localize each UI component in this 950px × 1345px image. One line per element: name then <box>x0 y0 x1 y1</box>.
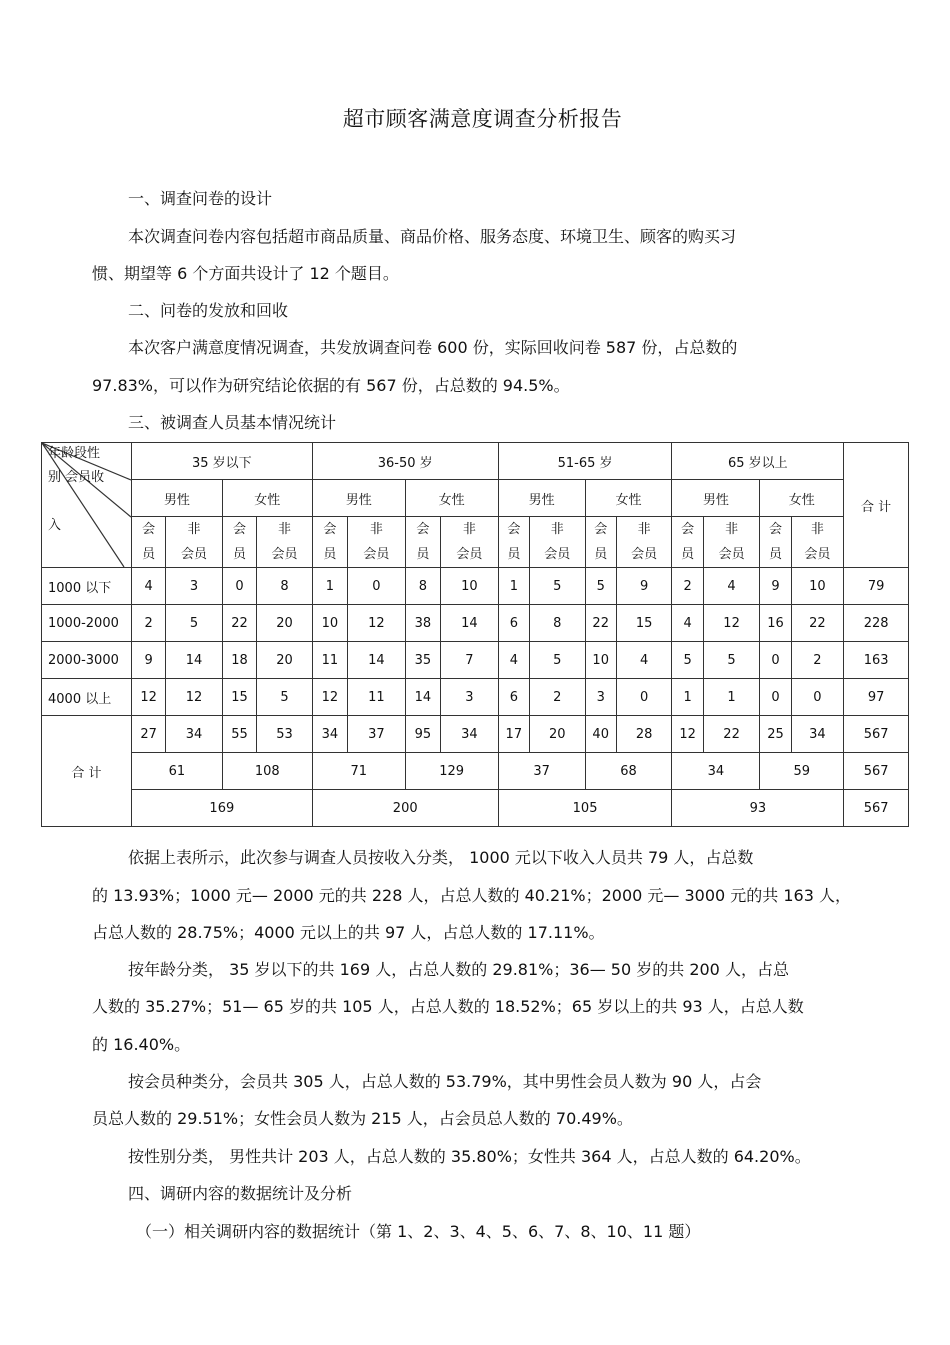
table-cell: 11 <box>348 679 406 716</box>
table-cell: 10 <box>791 568 844 605</box>
table-cell: 9 <box>760 568 791 605</box>
total-cell: 53 <box>257 716 313 753</box>
age-total-cell: 93 <box>672 790 844 827</box>
nonmember-header <box>166 517 223 568</box>
table-cell: 20 <box>257 642 313 679</box>
age-group-header: 65 岁以上 <box>672 443 844 480</box>
corner-label-line2: 别 会员收 <box>48 470 105 485</box>
table-cell: 16 <box>760 605 791 642</box>
table-row <box>42 605 909 642</box>
gender-total-cell: 34 <box>672 753 760 790</box>
income-row-label: 4000 以上 <box>42 679 132 716</box>
analysis-member-line-2: 员总人数的 29.51%；女性会员人数为 215 人，占会员总人数的 70.49%。 <box>92 1109 633 1128</box>
total-cell: 34 <box>312 716 347 753</box>
gender-header-male: 男性 <box>672 480 760 517</box>
table-cell: 8 <box>405 568 440 605</box>
section2-line-2: 97.83%，可以作为研究结论依据的有 567 份，占总数的 94.5%。 <box>92 376 570 395</box>
gender-total-cell: 71 <box>312 753 405 790</box>
age-group-header: 35 岁以下 <box>131 443 312 480</box>
table-cell: 12 <box>166 679 223 716</box>
member-header-bottom: 员 <box>769 547 783 562</box>
member-header-top: 会 <box>416 522 430 537</box>
member-header-top: 会 <box>594 522 608 537</box>
table-cell: 4 <box>498 642 529 679</box>
member-header-bottom: 员 <box>416 547 430 562</box>
member-header <box>312 517 347 568</box>
member-header-top: 会 <box>681 522 695 537</box>
table-cell: 2 <box>131 605 165 642</box>
gender-total-cell: 108 <box>222 753 312 790</box>
row-total-cell: 163 <box>844 642 909 679</box>
table-cell: 14 <box>405 679 440 716</box>
table-cell: 6 <box>498 679 529 716</box>
table-cell: 18 <box>222 642 256 679</box>
section2-heading: 二、问卷的发放和回收 <box>128 301 289 320</box>
table-cell: 10 <box>585 642 616 679</box>
table-cell: 9 <box>616 568 672 605</box>
member-header-bottom: 员 <box>507 547 521 562</box>
table-cell: 22 <box>585 605 616 642</box>
table-cell: 4 <box>703 568 760 605</box>
row-total-cell: 228 <box>844 605 909 642</box>
total-cell: 17 <box>498 716 529 753</box>
member-header <box>672 517 703 568</box>
member-header-bottom: 员 <box>681 547 695 562</box>
member-header-bottom: 员 <box>142 547 156 562</box>
nonmember-header-bottom: 会员 <box>804 547 831 562</box>
table-cell: 7 <box>441 642 499 679</box>
income-row-label: 1000-2000 <box>42 605 132 642</box>
section4-subheading: （一）相关调研内容的数据统计（第 1、2、3、4、5、6、7、8、10、11 题） <box>136 1222 701 1241</box>
gender-header-female: 女性 <box>222 480 312 517</box>
section1-line-2: 惯、期望等 6 个方面共设计了 12 个题目。 <box>92 264 399 283</box>
table-cell: 1 <box>703 679 760 716</box>
gender-total-cell: 129 <box>405 753 498 790</box>
nonmember-header-bottom: 会员 <box>271 547 298 562</box>
respondent-stats-table <box>41 442 909 827</box>
member-header-top: 会 <box>142 522 156 537</box>
income-row-label: 1000 以下 <box>42 568 132 605</box>
total-cell: 27 <box>131 716 165 753</box>
table-cell: 0 <box>760 679 791 716</box>
age-total-cell: 169 <box>131 790 312 827</box>
table-cell: 5 <box>672 642 703 679</box>
analysis-income-line-1: 依据上表所示，此次参与调查人员按收入分类， 1000 元以下收入人员共 79 人，占总数 <box>128 848 754 867</box>
grand-total-cell: 567 <box>844 753 909 790</box>
nonmember-header-bottom: 会员 <box>718 547 745 562</box>
gender-header-male: 男性 <box>131 480 222 517</box>
table-cell: 12 <box>131 679 165 716</box>
member-header-top: 会 <box>323 522 337 537</box>
table-cell: 1 <box>672 679 703 716</box>
nonmember-header-bottom: 会员 <box>631 547 658 562</box>
section2-line-1: 本次客户满意度情况调查，共发放调查问卷 600 份，实际回收问卷 587 份，占总数的 <box>128 338 738 357</box>
table-cell: 1 <box>498 568 529 605</box>
table-cell: 5 <box>703 642 760 679</box>
table-cell: 8 <box>529 605 585 642</box>
table-cell: 6 <box>498 605 529 642</box>
total-cell: 55 <box>222 716 256 753</box>
analysis-income-line-2: 的 13.93%；1000 元— 2000 元的共 228 人，占总人数的 40.21%；2000 元— 3000 元的共 163 人， <box>92 886 852 905</box>
table-cell: 2 <box>529 679 585 716</box>
table-cell: 20 <box>257 605 313 642</box>
analysis-gender-line-1: 按性别分类， 男性共计 203 人，占总人数的 35.80%；女性共 364 人，占总人数的 64.20%。 <box>128 1147 811 1166</box>
table-cell: 5 <box>585 568 616 605</box>
table-cell: 0 <box>222 568 256 605</box>
table-cell: 11 <box>312 642 347 679</box>
nonmember-header <box>791 517 844 568</box>
gender-header-male: 男性 <box>498 480 585 517</box>
row-total-cell: 79 <box>844 568 909 605</box>
table-cell: 3 <box>166 568 223 605</box>
nonmember-header-top: 非 <box>725 522 739 537</box>
table-cell: 5 <box>529 642 585 679</box>
total-column-header: 合 计 <box>844 443 909 568</box>
member-header-top: 会 <box>233 522 247 537</box>
nonmember-header-top: 非 <box>550 522 564 537</box>
nonmember-header-bottom: 会员 <box>544 547 571 562</box>
member-header <box>585 517 616 568</box>
member-header-bottom: 员 <box>233 547 247 562</box>
table-row <box>42 568 909 605</box>
table-cell: 12 <box>348 605 406 642</box>
table-cell: 5 <box>529 568 585 605</box>
member-header <box>131 517 165 568</box>
analysis-age-line-2: 人数的 35.27%；51— 65 岁的共 105 人，占总人数的 18.52%；65 岁以上的共 93 人，占总人数 <box>92 997 804 1016</box>
age-group-header: 36-50 岁 <box>312 443 498 480</box>
table-cell: 5 <box>257 679 313 716</box>
table-cell: 38 <box>405 605 440 642</box>
total-cell: 34 <box>441 716 499 753</box>
gender-total-cell: 61 <box>131 753 222 790</box>
table-cell: 5 <box>166 605 223 642</box>
total-cell: 95 <box>405 716 440 753</box>
nonmember-header-top: 非 <box>369 522 383 537</box>
table-cell: 12 <box>312 679 347 716</box>
table-cell: 4 <box>616 642 672 679</box>
member-header-top: 会 <box>769 522 783 537</box>
nonmember-header <box>257 517 313 568</box>
table-cell: 4 <box>672 605 703 642</box>
table-cell: 8 <box>257 568 313 605</box>
gender-total-cell: 37 <box>498 753 585 790</box>
corner-label-line3: 入 <box>48 518 62 533</box>
age-total-cell: 200 <box>312 790 498 827</box>
nonmember-header-bottom: 会员 <box>363 547 390 562</box>
table-corner-header <box>42 443 132 568</box>
age-group-header: 51-65 岁 <box>498 443 672 480</box>
table-cell: 3 <box>441 679 499 716</box>
nonmember-header-top: 非 <box>462 522 476 537</box>
table-cell: 0 <box>348 568 406 605</box>
table-cell: 15 <box>222 679 256 716</box>
nonmember-header-top: 非 <box>637 522 651 537</box>
total-row-label: 合 计 <box>42 716 132 827</box>
total-cell: 34 <box>791 716 844 753</box>
row-total-cell: 97 <box>844 679 909 716</box>
nonmember-header-bottom: 会员 <box>456 547 483 562</box>
table-cell: 15 <box>616 605 672 642</box>
table-row <box>42 679 909 716</box>
table-cell: 14 <box>348 642 406 679</box>
nonmember-header-top: 非 <box>187 522 201 537</box>
nonmember-header-top: 非 <box>810 522 824 537</box>
table-cell: 14 <box>166 642 223 679</box>
table-cell: 2 <box>672 568 703 605</box>
table-cell: 1 <box>312 568 347 605</box>
total-cell: 20 <box>529 716 585 753</box>
nonmember-header <box>529 517 585 568</box>
table-cell: 10 <box>441 568 499 605</box>
section1-line-1: 本次调查问卷内容包括超市商品质量、商品价格、服务态度、环境卫生、顾客的购买习 <box>128 227 737 246</box>
total-cell: 25 <box>760 716 791 753</box>
analysis-income-line-3: 占总人数的 28.75%；4000 元以上的共 97 人，占总人数的 17.11%。 <box>92 923 605 942</box>
total-cell: 34 <box>166 716 223 753</box>
table-cell: 9 <box>131 642 165 679</box>
table-cell: 22 <box>222 605 256 642</box>
table-cell: 0 <box>791 679 844 716</box>
nonmember-header <box>703 517 760 568</box>
corner-label-line1: 年龄段性 <box>48 446 101 461</box>
member-header <box>760 517 791 568</box>
gender-total-cell: 59 <box>760 753 844 790</box>
table-row <box>42 642 909 679</box>
gender-header-female: 女性 <box>760 480 844 517</box>
member-header-bottom: 员 <box>323 547 337 562</box>
table-cell: 2 <box>791 642 844 679</box>
gender-header-female: 女性 <box>585 480 672 517</box>
table-cell: 12 <box>703 605 760 642</box>
analysis-member-line-1: 按会员种类分，会员共 305 人，占总人数的 53.79%，其中男性会员人数为 90 人，占会 <box>128 1072 762 1091</box>
table-cell: 4 <box>131 568 165 605</box>
nonmember-header <box>441 517 499 568</box>
age-total-cell: 105 <box>498 790 672 827</box>
page-title: 超市顾客满意度调查分析报告 <box>342 107 623 131</box>
grand-total-cell: 567 <box>844 716 909 753</box>
table-cell: 0 <box>616 679 672 716</box>
section4-heading: 四、调研内容的数据统计及分析 <box>128 1184 353 1203</box>
analysis-age-line-1: 按年龄分类， 35 岁以下的共 169 人，占总人数的 29.81%；36— 50 岁的共 200 人，占总 <box>128 960 789 979</box>
grand-total-cell: 567 <box>844 790 909 827</box>
section1-heading: 一、调查问卷的设计 <box>128 189 273 208</box>
member-header-bottom: 员 <box>594 547 608 562</box>
gender-header-female: 女性 <box>405 480 498 517</box>
table-cell: 22 <box>791 605 844 642</box>
table-cell: 35 <box>405 642 440 679</box>
gender-header-male: 男性 <box>312 480 405 517</box>
total-cell: 37 <box>348 716 406 753</box>
nonmember-header <box>616 517 672 568</box>
member-header <box>405 517 440 568</box>
table-cell: 0 <box>760 642 791 679</box>
total-cell: 40 <box>585 716 616 753</box>
total-cell: 12 <box>672 716 703 753</box>
income-row-label: 2000-3000 <box>42 642 132 679</box>
member-header <box>222 517 256 568</box>
section3-heading: 三、被调查人员基本情况统计 <box>128 413 337 432</box>
table-cell: 10 <box>312 605 347 642</box>
nonmember-header-bottom: 会员 <box>181 547 208 562</box>
table-cell: 14 <box>441 605 499 642</box>
member-header-top: 会 <box>507 522 521 537</box>
gender-total-cell: 68 <box>585 753 672 790</box>
total-cell: 28 <box>616 716 672 753</box>
analysis-age-line-3: 的 16.40%。 <box>92 1035 191 1054</box>
nonmember-header <box>348 517 406 568</box>
total-cell: 22 <box>703 716 760 753</box>
member-header <box>498 517 529 568</box>
nonmember-header-top: 非 <box>277 522 291 537</box>
table-cell: 3 <box>585 679 616 716</box>
